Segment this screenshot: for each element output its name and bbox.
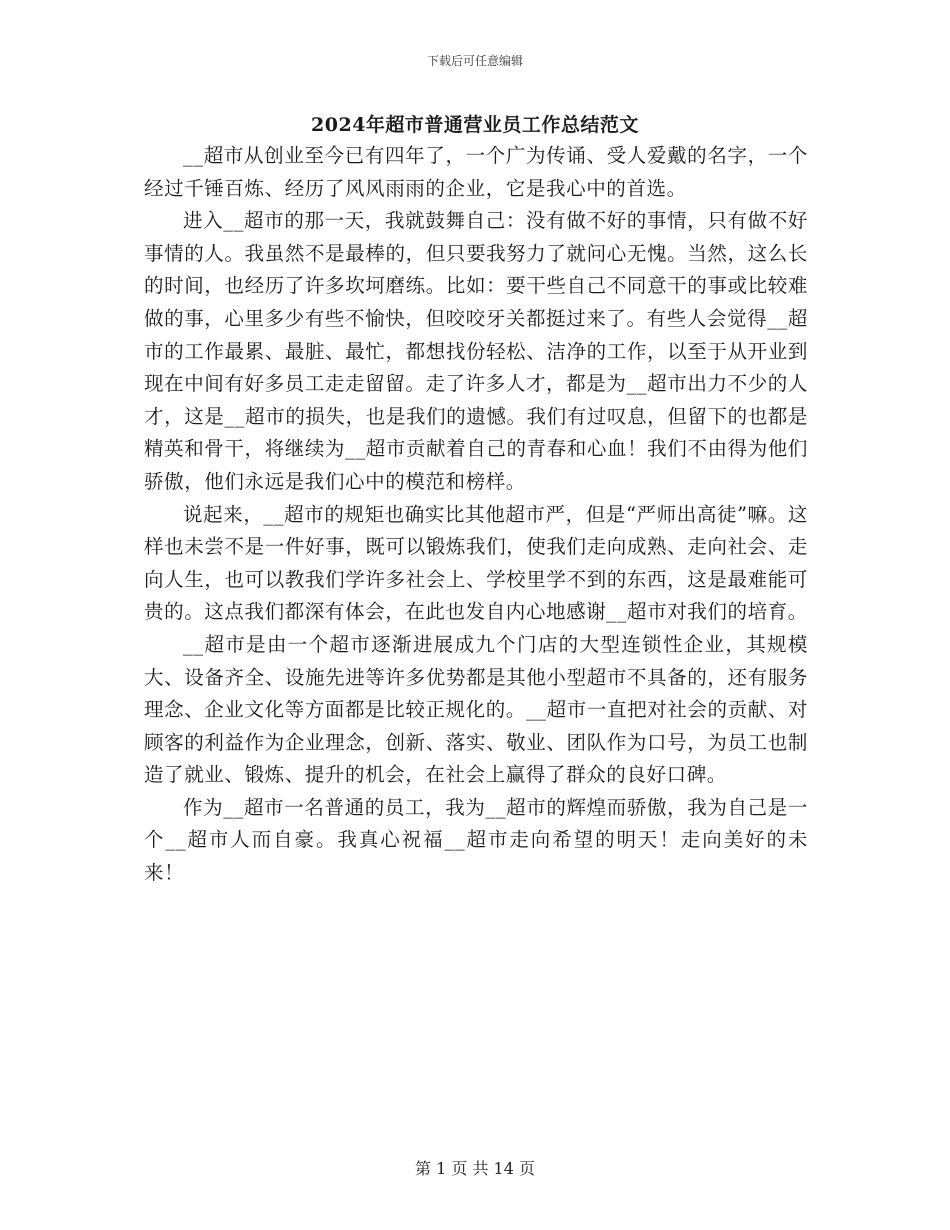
header-note: 下载后可任意编辑 xyxy=(426,54,523,68)
page-footer: 第 1 页 共 14 页 xyxy=(415,1159,535,1178)
document-title: 2024年超市普通营业员工作总结范文 xyxy=(311,114,639,136)
paragraph-3: 说起来，__超市的规矩也确实比其他超市严，但是“严师出高徒”嘛。这样也未尝不是一件好事，既可以锻炼我们，使我们走向成熟、走向社会、走向人生，也可以教我们学许多社会上、学校里学不到的东西，这是最难能可贵的。这点我们都深有体会，在此也发自内心地感谢__超市对我们的培育。 xyxy=(144,502,808,624)
paragraph-2: 进入__超市的那一天，我就鼓舞自己：没有做不好的事情，只有做不好事情的人。我虽然不是最棒的，但只要我努力了就问心无愧。当然，这么长的时间，也经历了许多坎坷磨练。比如：要干些自己不同意干的事或比较难做的事，心里多少有些不愉快，但咬咬牙关都挺过来了。有些人会觉得__超市的工作最累、最脏、最忙，都想找份轻松、洁净的工作，以至于从开业到现在中间有好多员工走走留留。走了许多人才，都是为__超市出力不少的人才，这是__超市的损失，也是我们的遗憾。我们有过叹息，但留下的也都是精英和骨干，将继续为__超市贡献着自己的青春和心血！我们不由得为他们骄傲，他们永远是我们心中的模范和榜样。 xyxy=(144,209,808,493)
paragraph-1: __超市从创业至今已有四年了，一个广为传诵、受人爱戴的名字，一个经过千锤百炼、经历了风风雨雨的企业，它是我心中的首选。 xyxy=(144,144,808,200)
paragraph-5: 作为__超市一名普通的员工，我为__超市的辉煌而骄傲，我为自己是一个__超市人而自豪。我真心祝福__超市走向希望的明天！走向美好的未来！ xyxy=(144,795,808,885)
document-body xyxy=(144,140,808,890)
paragraph-4: __超市是由一个超市逐渐进展成九个门店的大型连锁性企业，其规模大、设备齐全、设施先进等许多优势都是其他小型超市不具备的，还有服务理念、企业文化等方面都是比较正规化的。__超市一直把对社会的贡献、对顾客的利益作为企业理念，创新、落实、敬业、团队作为口号，为员工也制造了就业、锻炼、提升的机会，在社会上赢得了群众的良好口碑。 xyxy=(144,632,808,787)
